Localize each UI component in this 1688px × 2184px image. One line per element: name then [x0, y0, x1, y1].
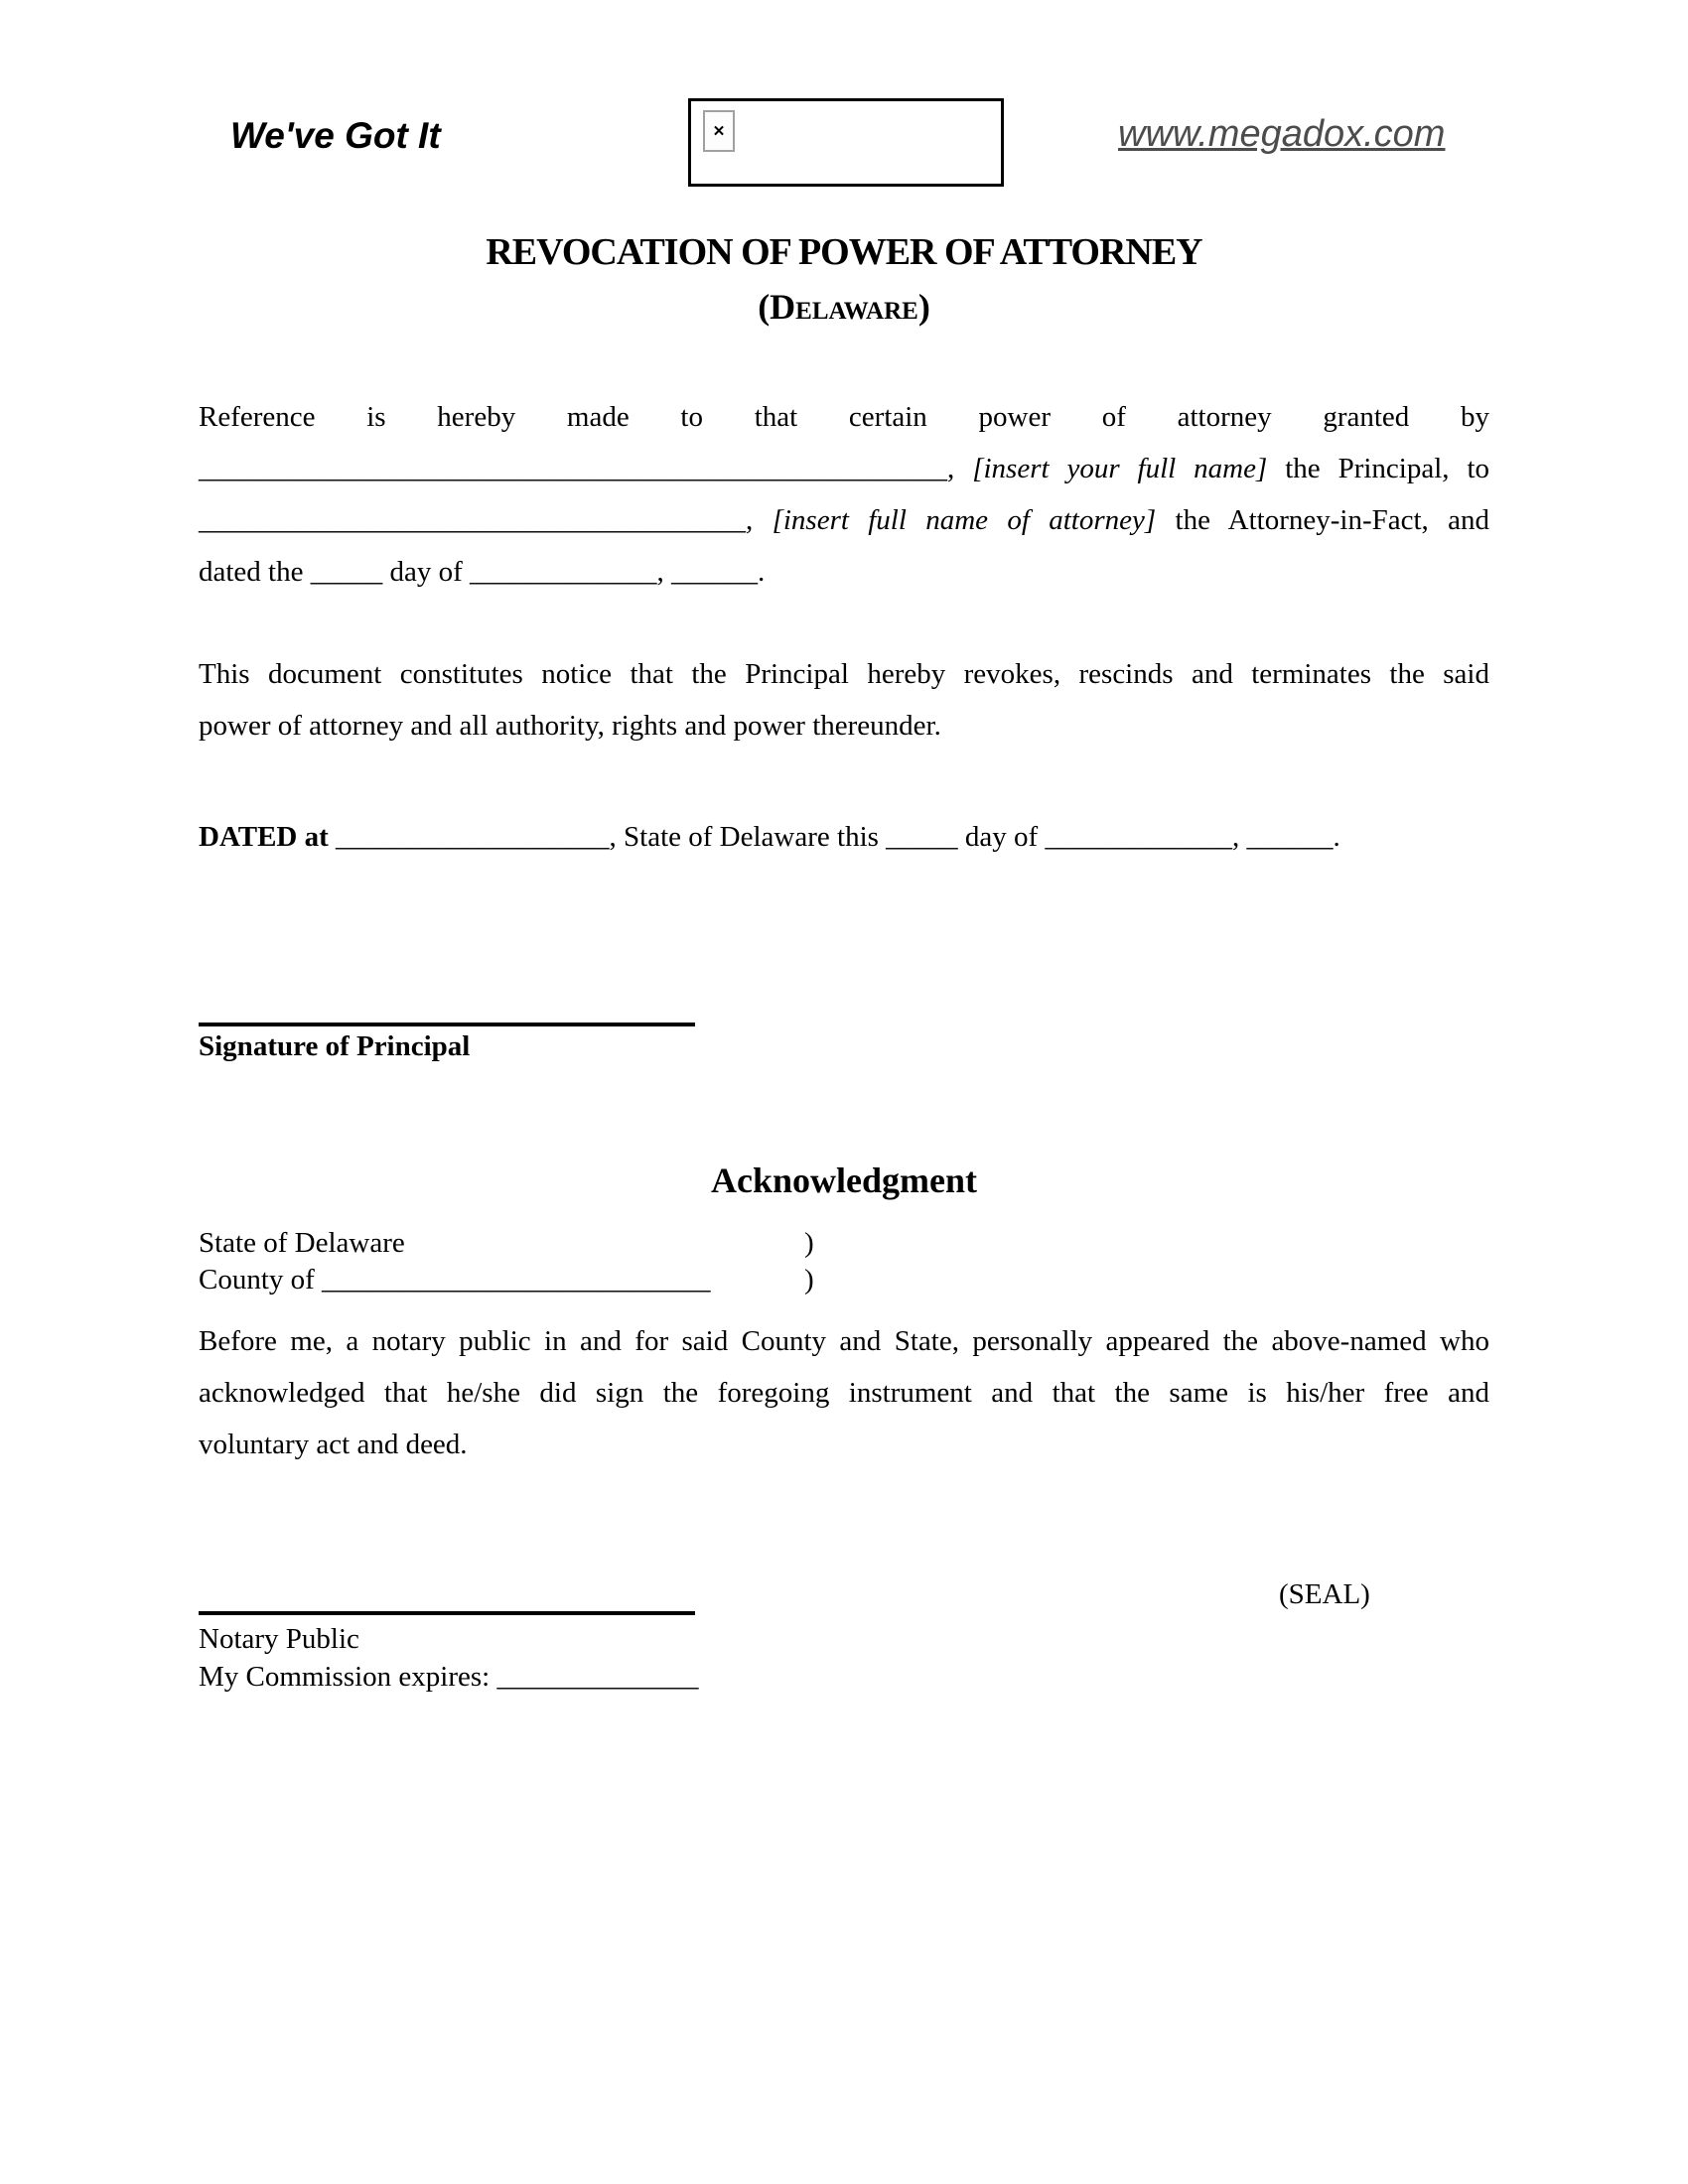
dated-line — [199, 811, 1489, 863]
insert-your-full-name-hint: [insert your full name] — [972, 453, 1268, 484]
intro-line-2 — [199, 443, 1489, 494]
intro-paragraph — [199, 391, 1489, 598]
page-subtitle: (Delaware) — [758, 287, 930, 327]
seal-label: (SEAL) — [1279, 1578, 1370, 1610]
county-paren: ) — [804, 1264, 814, 1296]
intro-line-3-rest: the Attorney-in-Fact, and — [1175, 504, 1489, 536]
intro-line-4: dated the _____ day of _____________, ______. — [199, 556, 766, 588]
state-line — [199, 1225, 1489, 1262]
notice-paragraph — [199, 648, 1489, 751]
county-line — [199, 1262, 1489, 1298]
jurisdiction-block — [199, 1225, 1489, 1298]
state-label: State of Delaware — [199, 1227, 405, 1259]
state-paren: ) — [804, 1227, 814, 1259]
acknowledgment-heading: Acknowledgment — [711, 1160, 977, 1200]
insert-attorney-name-hint: [insert full name of attorney] — [772, 504, 1157, 536]
principal-name-blank: ____________________________________________________, — [199, 453, 955, 484]
commission-expires-line: My Commission expires: ______________ — [199, 1661, 699, 1693]
website-link[interactable]: www.megadox.com — [1118, 113, 1446, 155]
county-label: County of ___________________________ — [199, 1264, 711, 1296]
notice-line-2: power of attorney and all authority, rights and power thereunder. — [199, 710, 941, 742]
principal-signature-label: Signature of Principal — [199, 1030, 471, 1062]
notary-signature-line — [199, 1583, 695, 1615]
acknowledgment-line-1: Before me, a notary public in and for said County and State, personally appeared the above-named who — [199, 1325, 1489, 1357]
acknowledgment-paragraph — [199, 1315, 1489, 1470]
intro-line-1: Reference is hereby made to that certain power of attorney granted by — [199, 401, 1489, 433]
notary-block — [199, 1620, 698, 1696]
brand-tagline: We've Got It — [230, 115, 441, 156]
acknowledgment-line-2: acknowledged that he/she did sign the foregoing instrument and that the same is his/her free and — [199, 1377, 1489, 1409]
principal-signature-line — [199, 995, 695, 1026]
intro-line-2-rest: the Principal, to — [1285, 453, 1490, 484]
page-title: REVOCATION OF POWER OF ATTORNEY — [486, 231, 1202, 273]
broken-image-icon: ✕ — [703, 110, 735, 152]
acknowledgment-line-3: voluntary act and deed. — [199, 1429, 468, 1460]
dated-label: DATED at — [199, 821, 329, 853]
notary-public-label: Notary Public — [199, 1623, 359, 1655]
attorney-name-blank: ______________________________________, — [199, 504, 754, 536]
notice-line-1: This document constitutes notice that the Principal hereby revokes, rescinds and terminates the said — [199, 658, 1489, 690]
dated-blanks: ___________________, State of Delaware this _____ day of _____________, ______. — [336, 821, 1340, 853]
logo-image-placeholder — [688, 98, 1004, 187]
intro-line-3 — [199, 494, 1489, 546]
